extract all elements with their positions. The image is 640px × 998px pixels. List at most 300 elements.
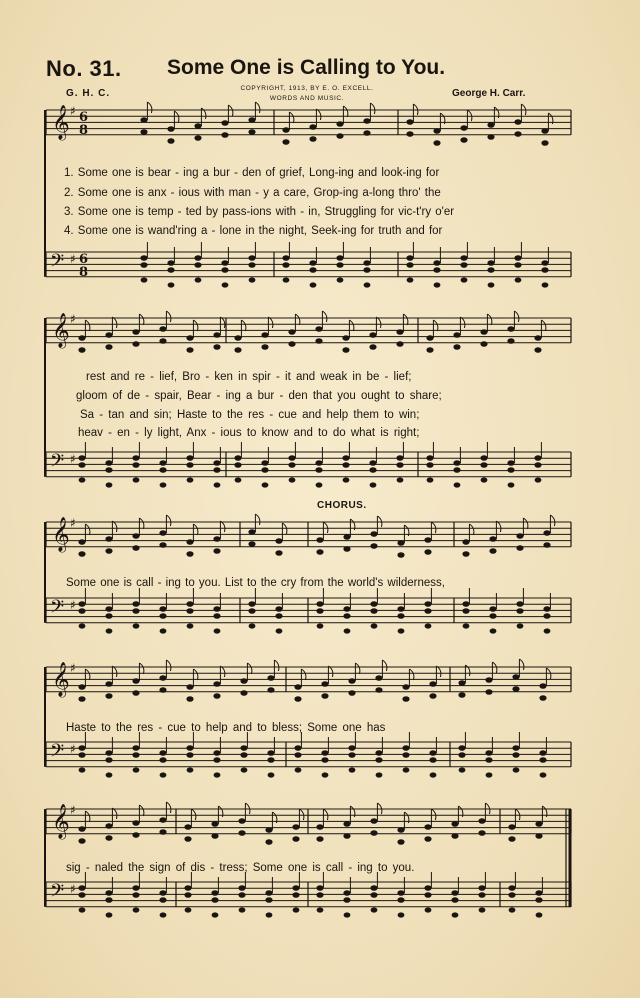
note-head: [267, 687, 274, 693]
note-head: [375, 757, 382, 763]
note-head: [429, 693, 436, 699]
note-head: [451, 833, 458, 839]
note-head: [316, 836, 323, 842]
note-head: [508, 836, 515, 842]
note-head: [453, 467, 460, 473]
note-head: [78, 752, 85, 758]
note-head: [336, 255, 343, 261]
note-flag: [431, 809, 436, 820]
note-head: [370, 543, 377, 549]
note-flag: [382, 660, 387, 671]
note-head: [294, 752, 301, 758]
note-head: [78, 455, 85, 461]
note-head: [316, 608, 323, 614]
note-head: [265, 897, 272, 903]
chorus-label: CHORUS.: [317, 500, 367, 511]
note-head: [160, 482, 167, 487]
note-flag: [268, 317, 273, 328]
note-head: [433, 128, 440, 134]
note-head: [132, 678, 139, 684]
note-head: [535, 477, 542, 482]
note-head: [451, 897, 458, 903]
note-head: [248, 601, 255, 607]
note-head: [336, 262, 343, 268]
note-head: [315, 338, 322, 344]
note-head: [516, 608, 523, 614]
note-head: [213, 332, 220, 338]
treble-clef-icon: 𝄞: [52, 517, 70, 552]
note-head: [234, 455, 241, 461]
note-head: [105, 536, 112, 542]
note-head: [213, 548, 220, 554]
note-head: [534, 455, 541, 461]
note-head: [375, 675, 382, 681]
verse-1-line-1: 1. Some one is bear - ing a bur - den of grief, Long-ing and look-ing for: [64, 167, 440, 179]
note-head: [132, 455, 139, 461]
note-flag: [85, 524, 90, 535]
note-head: [458, 752, 465, 758]
note-head: [480, 455, 487, 461]
note-head: [508, 885, 515, 891]
note-head: [105, 823, 112, 829]
note-head: [535, 833, 542, 839]
note-head: [369, 332, 376, 338]
note-head: [544, 628, 551, 633]
bass-clef-icon: 𝄢: [50, 881, 65, 906]
note-head: [214, 772, 221, 777]
note-head: [211, 821, 218, 827]
note-head: [539, 683, 546, 689]
note-flag: [85, 669, 90, 680]
note-head: [249, 623, 256, 628]
note-head: [363, 130, 370, 136]
note-flag: [147, 102, 152, 113]
note-head: [337, 277, 344, 282]
note-head: [213, 681, 220, 687]
note-head: [221, 267, 228, 273]
note-flag: [460, 317, 465, 328]
note-head: [240, 745, 247, 751]
note-head: [159, 606, 166, 612]
note-head: [507, 460, 514, 466]
note-head: [132, 545, 139, 551]
sharp-icon: ♯: [70, 104, 76, 118]
note-head: [106, 482, 113, 487]
note-head: [321, 757, 328, 763]
treble-clef-icon: 𝄞: [52, 105, 70, 140]
note-head: [211, 890, 218, 896]
note-head: [249, 277, 256, 282]
note-head: [185, 907, 192, 912]
note-head: [186, 455, 193, 461]
hymn-title: Some One is Calling to You.: [167, 56, 446, 79]
note-head: [105, 693, 112, 699]
note-head: [78, 539, 85, 545]
note-head: [398, 628, 405, 633]
note-head: [370, 830, 377, 836]
note-head: [234, 347, 241, 353]
note-head: [486, 772, 493, 777]
note-head: [535, 890, 542, 896]
note-head: [426, 455, 433, 461]
note-head: [276, 628, 283, 633]
note-head: [248, 529, 255, 535]
note-head: [315, 467, 322, 473]
note-head: [267, 757, 274, 763]
note-head: [397, 839, 404, 845]
note-head: [240, 678, 247, 684]
note-head: [266, 912, 273, 917]
note-head: [78, 892, 85, 898]
note-head: [133, 477, 140, 482]
note-head: [187, 477, 194, 482]
note-head: [424, 608, 431, 614]
note-flag: [193, 669, 198, 680]
note-head: [454, 482, 461, 487]
note-head: [397, 827, 404, 833]
note-head: [508, 482, 515, 487]
note-head: [369, 344, 376, 350]
note-head: [424, 892, 431, 898]
hymn-number: No. 31.: [46, 56, 122, 81]
note-head: [292, 836, 299, 842]
note-head: [265, 827, 272, 833]
composer-credit: George H. Carr.: [452, 88, 526, 99]
note-head: [516, 533, 523, 539]
note-head: [513, 767, 520, 772]
note-head: [458, 680, 465, 686]
note-head: [184, 836, 191, 842]
note-flag: [299, 809, 304, 820]
note-head: [434, 282, 441, 287]
note-head: [288, 341, 295, 347]
copyright-notice: [222, 84, 392, 104]
note-head: [261, 344, 268, 350]
note-head: [397, 897, 404, 903]
note-flag: [85, 320, 90, 331]
note-head: [186, 684, 193, 690]
note-head: [132, 608, 139, 614]
bass-clef-icon: 𝄢: [50, 451, 65, 476]
note-head: [159, 460, 166, 466]
note-head: [294, 696, 301, 702]
note-head: [167, 126, 174, 132]
note-flag: [112, 666, 117, 677]
note-head: [540, 772, 547, 777]
note-head: [479, 907, 486, 912]
bass-clef-icon: 𝄢: [50, 597, 65, 622]
note-head: [213, 750, 220, 756]
note-head: [478, 892, 485, 898]
note-flag: [519, 659, 524, 670]
note-head: [462, 601, 469, 607]
time-sig-denominator: 8: [79, 123, 89, 138]
note-head: [458, 692, 465, 698]
note-head: [343, 534, 350, 540]
note-head: [539, 750, 546, 756]
note-head: [235, 477, 242, 482]
note-head: [397, 606, 404, 612]
note-head: [78, 696, 85, 702]
note-head: [282, 255, 289, 261]
note-head: [159, 326, 166, 332]
note-head: [213, 536, 220, 542]
note-head: [239, 907, 246, 912]
note-head: [78, 745, 85, 751]
copyright-line: COPYRIGHT, 1913, BY E. O. EXCELL.: [240, 85, 374, 92]
time-sig-numerator: 6: [79, 110, 89, 125]
note-head: [195, 277, 202, 282]
note-head: [159, 829, 166, 835]
note-head: [535, 897, 542, 903]
chorus-line-2: Haste to the res - cue to help and to bless; Some one has: [66, 722, 386, 734]
note-head: [458, 745, 465, 751]
note-head: [348, 690, 355, 696]
note-head: [375, 687, 382, 693]
note-flag: [541, 320, 546, 331]
note-head: [261, 460, 268, 466]
note-head: [534, 347, 541, 353]
note-flag: [166, 311, 171, 322]
note-head: [221, 132, 228, 138]
note-head: [105, 606, 112, 612]
note-head: [184, 892, 191, 898]
note-head: [317, 623, 324, 628]
note-head: [370, 482, 377, 487]
note-head: [283, 277, 290, 282]
note-flag: [436, 666, 441, 677]
note-head: [397, 477, 404, 482]
note-head: [294, 684, 301, 690]
note-head: [132, 329, 139, 335]
note-head: [186, 696, 193, 702]
note-head: [106, 772, 113, 777]
note-head: [222, 282, 229, 287]
note-head: [105, 613, 112, 619]
note-head: [167, 260, 174, 266]
note-head: [336, 121, 343, 127]
note-head: [402, 745, 409, 751]
note-head: [370, 885, 377, 891]
note-head: [211, 833, 218, 839]
note-head: [541, 260, 548, 266]
note-head: [480, 329, 487, 335]
note-flag: [316, 109, 321, 120]
note-head: [186, 608, 193, 614]
note-head: [167, 267, 174, 273]
note-head: [140, 262, 147, 268]
note-head: [132, 820, 139, 826]
verse-1-line-2: rest and re - lief, Bro - ken in spir - it and weak in be - lief;: [86, 371, 412, 383]
note-head: [425, 907, 432, 912]
note-head: [480, 462, 487, 468]
note-head: [489, 548, 496, 554]
note-head: [424, 537, 431, 543]
note-head: [541, 140, 548, 146]
note-head: [140, 255, 147, 261]
note-head: [159, 897, 166, 903]
chorus-line-3: sig - naled the sign of dis - tress; Some one is call - ing to you.: [66, 862, 415, 874]
note-flag: [85, 811, 90, 822]
note-head: [402, 752, 409, 758]
sharp-icon: ♯: [70, 312, 76, 326]
bass-clef-icon: 𝄢: [50, 741, 65, 766]
note-head: [406, 255, 413, 261]
note-flag: [431, 522, 436, 533]
note-head: [514, 262, 521, 268]
note-head: [265, 890, 272, 896]
note-head: [213, 344, 220, 350]
note-head: [248, 255, 255, 261]
note-head: [238, 892, 245, 898]
note-head: [369, 460, 376, 466]
note-head: [396, 455, 403, 461]
note-head: [429, 750, 436, 756]
note-head: [344, 628, 351, 633]
note-head: [105, 332, 112, 338]
note-head: [241, 767, 248, 772]
treble-clef-icon: 𝄞: [52, 662, 70, 697]
note-head: [132, 533, 139, 539]
note-head: [507, 326, 514, 332]
note-head: [397, 890, 404, 896]
note-flag: [193, 524, 198, 535]
note-head: [78, 838, 85, 844]
note-head: [541, 128, 548, 134]
note-flag: [166, 660, 171, 671]
note-head: [534, 335, 541, 341]
sharp-icon: ♯: [70, 516, 76, 530]
note-head: [275, 606, 282, 612]
note-flag: [301, 669, 306, 680]
note-head: [248, 117, 255, 123]
note-head: [516, 601, 523, 607]
note-head: [489, 606, 496, 612]
note-head: [343, 833, 350, 839]
sharp-icon: ♯: [70, 661, 76, 675]
note-head: [462, 608, 469, 614]
note-head: [478, 830, 485, 836]
note-head: [238, 818, 245, 824]
note-head: [78, 347, 85, 353]
note-flag: [112, 521, 117, 532]
note-flag: [376, 317, 381, 328]
note-head: [363, 267, 370, 273]
note-head: [159, 750, 166, 756]
note-flag: [467, 110, 472, 121]
note-head: [214, 482, 221, 487]
note-head: [132, 885, 139, 891]
note-flag: [191, 809, 196, 820]
note-flag: [166, 515, 171, 526]
note-flag: [247, 663, 252, 674]
note-flag: [409, 669, 414, 680]
note-head: [132, 892, 139, 898]
note-head: [514, 131, 521, 137]
note-head: [140, 129, 147, 135]
note-flag: [349, 320, 354, 331]
note-head: [79, 477, 86, 482]
note-head: [398, 912, 405, 917]
note-head: [159, 675, 166, 681]
note-head: [132, 745, 139, 751]
note-head: [371, 907, 378, 912]
note-head: [275, 550, 282, 556]
note-head: [480, 341, 487, 347]
note-head: [406, 262, 413, 268]
note-head: [267, 750, 274, 756]
note-head: [79, 907, 86, 912]
note-head: [485, 750, 492, 756]
note-head: [322, 772, 329, 777]
note-head: [514, 255, 521, 261]
note-head: [489, 536, 496, 542]
bass-clef-icon: 𝄢: [50, 251, 65, 276]
note-head: [316, 601, 323, 607]
note-head: [459, 767, 466, 772]
note-head: [275, 538, 282, 544]
words-and-music-line: WORDS AND MUSIC.: [269, 95, 345, 102]
note-head: [424, 549, 431, 555]
note-flag: [433, 320, 438, 331]
note-head: [321, 750, 328, 756]
note-head: [168, 282, 175, 287]
note-head: [105, 897, 112, 903]
note-head: [78, 608, 85, 614]
note-head: [132, 341, 139, 347]
note-flag: [328, 666, 333, 677]
note-head: [132, 832, 139, 838]
note-head: [238, 830, 245, 836]
note-head: [78, 551, 85, 557]
note-head: [234, 335, 241, 341]
note-head: [539, 757, 546, 763]
note-flag: [241, 320, 246, 331]
note-flag: [139, 663, 144, 674]
note-head: [248, 262, 255, 268]
note-head: [406, 119, 413, 125]
note-head: [310, 282, 317, 287]
note-head: [344, 912, 351, 917]
note-head: [514, 119, 521, 125]
note-flag: [343, 106, 348, 117]
note-head: [451, 890, 458, 896]
note-head: [248, 608, 255, 614]
note-head: [462, 539, 469, 545]
note-flag: [112, 808, 117, 819]
verse-4-line-1: 4. Some one is wand'ring a - lone in the night, Seek-ing for truth and for: [64, 225, 443, 237]
note-head: [489, 613, 496, 619]
note-head: [309, 260, 316, 266]
note-head: [543, 530, 550, 536]
note-head: [363, 260, 370, 266]
note-head: [515, 277, 522, 282]
note-head: [478, 885, 485, 891]
note-head: [460, 255, 467, 261]
note-head: [106, 628, 113, 633]
note-head: [426, 462, 433, 468]
note-flag: [193, 320, 198, 331]
note-head: [238, 885, 245, 891]
note-head: [534, 462, 541, 468]
note-head: [536, 912, 543, 917]
note-head: [267, 675, 274, 681]
note-head: [105, 344, 112, 350]
note-head: [194, 123, 201, 129]
note-head: [343, 606, 350, 612]
verse-3-line-2: Sa - tan and sin; Haste to the res - cue and help them to win;: [80, 409, 420, 421]
note-head: [133, 623, 140, 628]
